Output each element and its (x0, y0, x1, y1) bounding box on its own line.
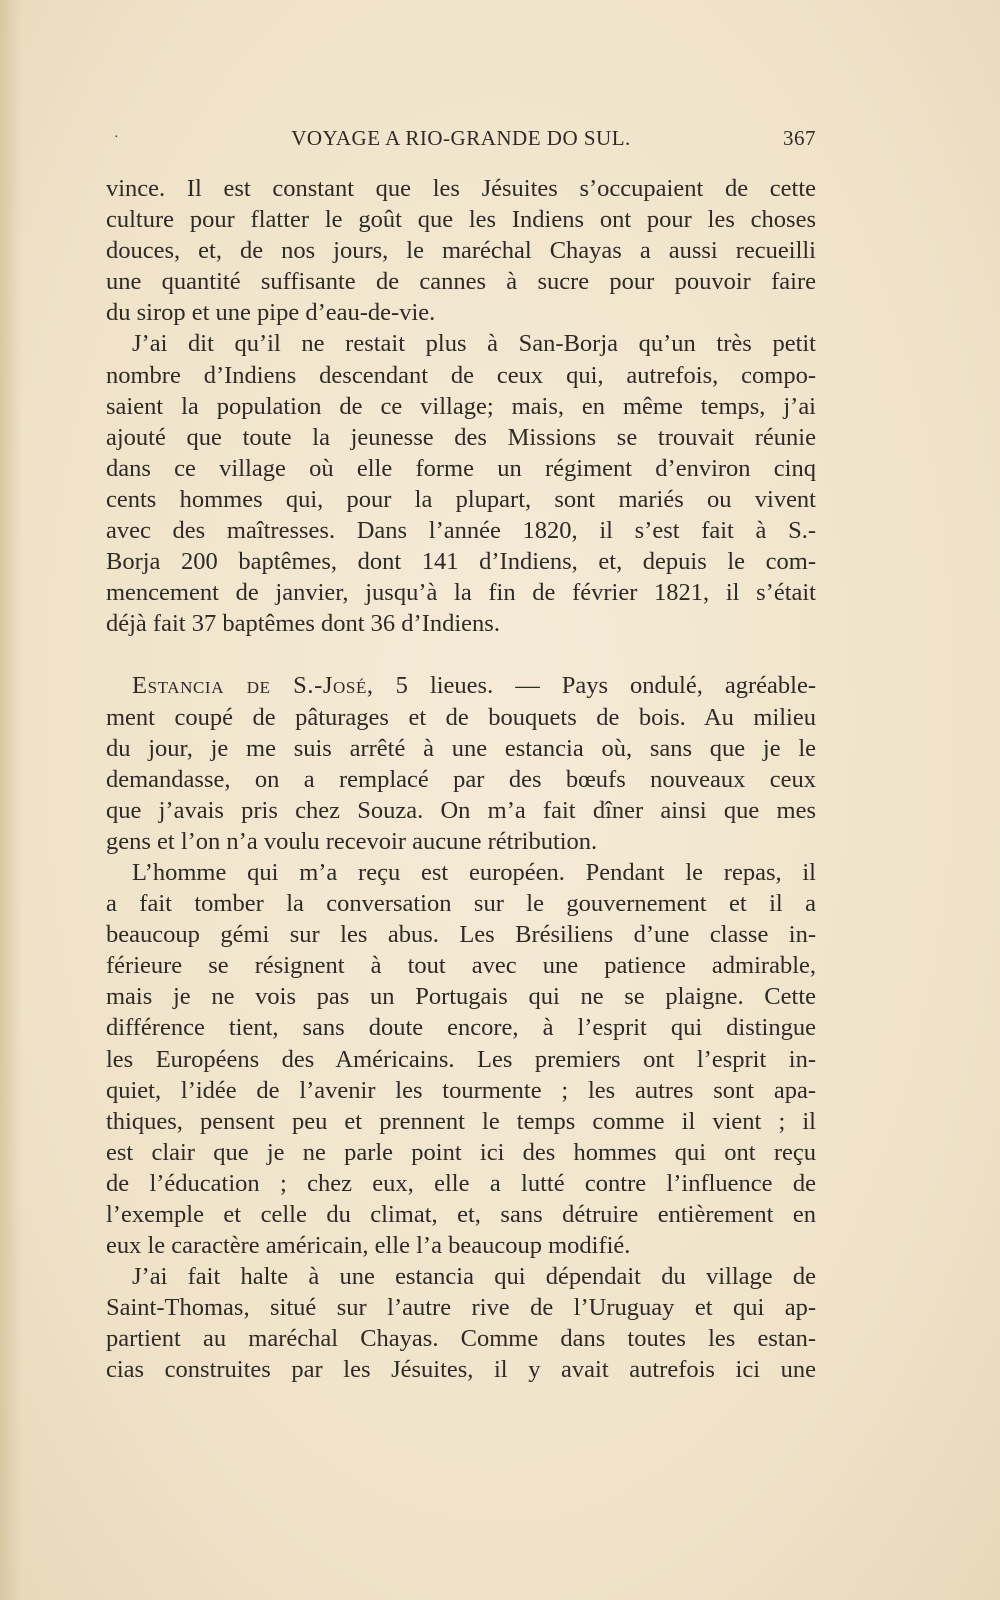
text-line: déjà fait 37 baptêmes dont 36 d’Indiens. (106, 610, 500, 638)
body-text (106, 173, 816, 1386)
text-line: du sirop et une pipe d’eau-de-vie. (106, 299, 436, 327)
text-line: mais je ne vois pas un Portugais qui ne se plaigne. Cette (106, 983, 816, 1011)
text-line: différence tient, sans doute encore, à l’esprit qui distingue (106, 1014, 816, 1042)
text-line: eux le caractère américain, elle l’a beaucoup modifié. (106, 1232, 631, 1260)
text-line: quiet, l’idée de l’avenir les tourmente ; les autres sont apa- (106, 1076, 816, 1104)
text-line: avec des maîtresses. Dans l’année 1820, il s’est fait à S.- (106, 517, 816, 545)
text-line: cents hommes qui, pour la plupart, sont mariés ou vivent (106, 485, 816, 513)
text-line: mencement de janvier, jusqu’à la fin de février 1821, il s’était (106, 579, 816, 607)
text-line: Borja 200 baptêmes, dont 141 d’Indiens, et, depuis le com- (106, 548, 816, 576)
text-line: partient au maréchal Chayas. Comme dans toutes les estan- (106, 1325, 816, 1353)
running-title: VOYAGE A RIO-GRANDE DO SUL. (291, 126, 631, 150)
page-number: 367 (783, 126, 816, 150)
text-line-rest: 5 lieues. — Pays ondulé, agréable- (373, 672, 816, 700)
text-line: culture pour flatter le goût que les Indiens ont pour les choses (106, 206, 816, 234)
spine-shadow (0, 0, 22, 1600)
text-line: ment coupé de pâturages et de bouquets de bois. Au milieu (106, 703, 816, 731)
text-line: douces, et, de nos jours, le maréchal Chayas a aussi recueilli (106, 237, 816, 265)
text-line: J’ai dit qu’il ne restait plus à San-Borja qu’un très petit (132, 330, 816, 358)
text-line: J’ai fait halte à une estancia qui dépendait du village de (132, 1263, 816, 1291)
text-line: ajouté que toute la jeunesse des Missions se trouvait réunie (106, 423, 816, 451)
section-heading: Estancia de S.-José, (132, 672, 374, 700)
text-line: beaucoup gémi sur les abus. Les Brésiliens d’une classe in- (106, 921, 816, 949)
text-line: L’homme qui m’a reçu est européen. Pendant le repas, il (132, 858, 816, 886)
text-line: dans ce village où elle forme un régiment d’environ cinq (106, 454, 816, 482)
text-line: est clair que je ne parle point ici des hommes qui ont reçu (106, 1138, 816, 1166)
running-header (106, 126, 816, 156)
text-line: demandasse, on a remplacé par des bœufs nouveaux ceux (106, 765, 816, 793)
section-gap (106, 639, 816, 670)
text-line: du jour, je me suis arrêté à une estancia où, sans que je le (106, 734, 816, 762)
text-line: l’exemple et celle du climat, et, sans détruire entièrement en (106, 1201, 816, 1228)
text-line: thiques, pensent peu et prennent le temps comme il vient ; il (106, 1107, 816, 1135)
text-line: cias construites par les Jésuites, il y avait autrefois ici une (106, 1356, 816, 1384)
header-dot: · (114, 130, 120, 145)
text-line: nombre d’Indiens descendant de ceux qui, autrefois, compo- (106, 361, 816, 389)
text-line: vince. Il est constant que les Jésuites s’occupaient de cette (106, 175, 816, 202)
text-line: que j’avais pris chez Souza. On m’a fait dîner ainsi que mes (106, 796, 816, 824)
text-line: gens et l’on n’a voulu recevoir aucune rétribution. (106, 827, 598, 855)
text-line: les Européens des Américains. Les premiers ont l’esprit in- (106, 1045, 816, 1073)
text-line: une quantité suffisante de cannes à sucre pour pouvoir faire (106, 268, 816, 296)
text-line: férieure se résignent à tout avec une patience admirable, (106, 952, 816, 980)
text-line: Saint-Thomas, situé sur l’autre rive de l’Uruguay et qui ap- (106, 1294, 816, 1322)
text-line: de l’éducation ; chez eux, elle a lutté contre l’influence de (106, 1169, 816, 1197)
section-first-line (106, 670, 816, 701)
text-line: saient la population de ce village; mais, en même temps, j’ai (106, 392, 816, 420)
text-line: a fait tomber la conversation sur le gouvernement et il a (106, 890, 816, 918)
